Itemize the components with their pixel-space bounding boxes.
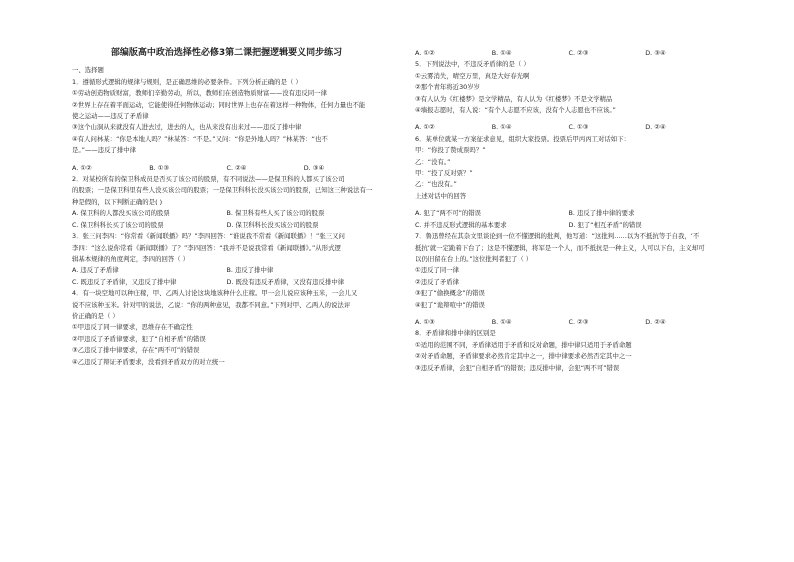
option: B. ①④	[491, 123, 512, 132]
question-6	[415, 134, 722, 202]
question-line: ①违反了同一律	[415, 266, 460, 275]
right-page	[397, 0, 794, 562]
question-line: ④有人问林某：“你是本地人吗？”林某答：“不是。”又问：“你是外地人吗？”林某答：“也不	[72, 134, 328, 143]
question-line: 是。”——违反了排中律	[72, 146, 137, 155]
option: A. 保卫科的人都没买该公司的股票	[72, 209, 170, 218]
question-line: ①甲违反了同一律要求，思维存在不确定性	[72, 323, 193, 332]
option: C. ②④	[226, 163, 247, 172]
left-content	[72, 0, 381, 368]
question-line: ③违反矛盾律，会犯“自相矛盾”的错误；违反排中律，会犯“两不可”错误	[415, 363, 620, 372]
question-line: 甲：“你投了赞成票吗？”	[415, 146, 486, 155]
option: D. 犯了“相互矛盾”的错误	[568, 220, 642, 229]
question-line: 2．对某校所有的保卫科成员是否买了该公司的股票，有不同说法——是保卫科的人都买了该公司	[72, 175, 345, 184]
question-line: 8．矛盾律和排中律的区别是	[415, 329, 496, 338]
option: D. 既没有违反矛盾律，又没有违反排中律	[226, 277, 345, 286]
option: C. ②③	[568, 317, 589, 326]
option: C. ②③	[568, 49, 589, 57]
question-6-options-row2	[415, 220, 722, 231]
question-line: 价正确的是（ ）	[72, 311, 119, 320]
question-line: ④墙报志愿时，有人说：“有个人志愿不应该，没有个人志愿也不应该。”	[415, 106, 616, 115]
question-3	[72, 231, 381, 265]
question-3-options-row1	[72, 265, 381, 276]
option: C. 并不违反形式逻辑的基本要求	[415, 220, 507, 229]
option: C. 保卫科科长买了该公司的股票	[72, 220, 164, 229]
question-5	[415, 59, 722, 116]
question-line: 5．下列说法中，不违反矛盾律的是（ ）	[415, 60, 530, 69]
option: B. ①③	[149, 163, 170, 172]
question-line: 种是假的，以下判断正确的是( )	[72, 197, 163, 206]
question-line: 乙：“也没有。”	[415, 180, 457, 189]
question-line: ②违反了矛盾律	[415, 277, 460, 286]
option: A. ①③	[415, 317, 435, 326]
option: B. 保卫科有些人买了该公司的股票	[226, 209, 325, 218]
question-line: 上述对话中的回答	[415, 191, 467, 200]
question-2-options-row2	[72, 220, 381, 231]
question-6-options-row1	[415, 208, 722, 219]
option: A. 犯了“两不可”的错误	[415, 209, 482, 218]
question-1-options	[72, 163, 381, 174]
question-7-options	[415, 317, 722, 328]
question-line: 抵抗’就一定跪着下台了；这是不懂逻辑，将军是一个人，而不抵抗是一种主义，人可以下台，主义却可	[415, 243, 705, 252]
question-line: ③这个山洞从来就没有人进去过，进去的人，也从来没有出来过——违反了排中律	[72, 123, 302, 132]
question-line: ①劳动创造物质财富，教师们辛勤劳动，所以，教师们在创造物质财富——没有违反同一律	[72, 89, 327, 98]
option: C. ①③	[568, 123, 589, 132]
option: D. ③④	[303, 163, 325, 172]
question-2-options-row1	[72, 208, 381, 219]
question-line: ②世界上存在着平面运动，它能使得任何物体运动；同时世界上也存在着这样一种物体，任何力量也不能	[72, 100, 366, 109]
option: D. ②④	[645, 123, 666, 132]
question-line: ③犯了“偷换概念”的错误	[415, 289, 485, 298]
question-line: ①云雾消失，晴空万里，真是大好春光啊	[415, 71, 530, 80]
question-line: 以仍旧留在台上的。”这位批判者犯了（ ）	[415, 254, 533, 263]
question-line: ④犯了“诡辩喧中”的错误	[415, 300, 485, 309]
question-line: 使之运动——违反了矛盾律	[72, 112, 149, 121]
question-8	[415, 328, 722, 374]
option: C. 既违反了矛盾律，又违反了排中律	[72, 277, 177, 286]
question-line: ②甲违反了矛盾律要求，犯了“自相矛盾”的错误	[72, 334, 206, 343]
question-3-options-row2	[72, 277, 381, 288]
option: A. 违反了矛盾律	[72, 266, 119, 275]
question-line: ④乙违反了辩证矛盾要求，没看到矛盾双方的对立统一	[72, 357, 225, 366]
question-line: ③有人认为《红楼梦》是文学精品，有人认为《红楼梦》不是文学精品	[415, 94, 613, 103]
question-line: ③乙违反了排中律要求，存在“两不可”的错误	[72, 346, 200, 355]
option: D. ②④	[645, 317, 666, 326]
question-5-options	[415, 122, 722, 133]
question-line: 的股票；一是保卫科里有些人没买该公司的股票；一是保卫科科长没买该公司的股票，已知这三种说法有一	[72, 186, 373, 195]
question-line: ②对矛盾命题，矛盾律要求必然肯定其中之一，排中律要求必然否定其中之一	[415, 352, 632, 361]
question-2	[72, 174, 381, 208]
question-line: 3．张三问李四：“你常看《新闻联播》吗？”李四回答：“谁说我不常看《新闻联播》！”张三又问	[72, 232, 345, 241]
question-4-options	[415, 48, 722, 59]
question-line: ②那个青年将近30岁岁	[415, 83, 480, 92]
question-line: 说不应该种玉米。针对甲的说法，乙说：“你的两种意见，我都不同意。”下列对甲、乙两人的说法评	[72, 300, 351, 309]
option: B. ①④	[491, 317, 512, 326]
question-line: 1．遵循形式逻辑的规律与规则，是正确思维的必要条件。下列分析正确的是（ ）	[72, 77, 302, 86]
question-1	[72, 77, 381, 157]
question-line: 甲：“投了反对票？”	[415, 169, 473, 178]
question-7	[415, 231, 722, 311]
question-line: 6．某单位就某一方案征求意见，组织大家投票。投票后甲丙丙工对话如下：	[415, 134, 630, 143]
option: B. 违反了排中律的要求	[568, 209, 635, 218]
section-heading: 一、选择题	[72, 66, 104, 75]
option: B. 违反了排中律	[226, 266, 274, 275]
question-line: ①适用的范围不同，矛盾律适用于矛盾和反对命题，排中律只适用于矛盾命题	[415, 340, 632, 349]
question-line: 7．鲁迅曾经在其杂文里谈论到一位不懂逻辑的批判，他写道：“这批判……以为不抵抗等于自我，‘不	[415, 232, 700, 241]
question-line: 辑基本规律的角度判定，李四的回答（ ）	[72, 254, 190, 263]
page-title: 部编版高中政治选择性必修3第二课把握逻辑要义同步练习	[110, 48, 343, 58]
option: B. ①④	[491, 49, 512, 57]
question-line: 乙：“没有。”	[415, 157, 451, 166]
option: A. ①②	[415, 123, 435, 132]
question-line: 4．有一块空地可以种庄稼，甲、乙两人讨论这块地该种什么庄稼。甲一会儿说应该种玉米，一会儿又	[72, 289, 358, 298]
option: D. ③④	[645, 49, 666, 57]
question-line: 李四：“这么说你常看《新闻联播》了？”李四回答：“我并不是说我常看《新闻联播》。”从形式逻	[72, 243, 341, 252]
option: A. ①②	[72, 163, 92, 172]
right-content	[415, 0, 722, 374]
option: D. 保卫科科长没买该公司的股票	[226, 220, 319, 229]
option: A. ①②	[415, 49, 435, 57]
question-4	[72, 288, 381, 368]
